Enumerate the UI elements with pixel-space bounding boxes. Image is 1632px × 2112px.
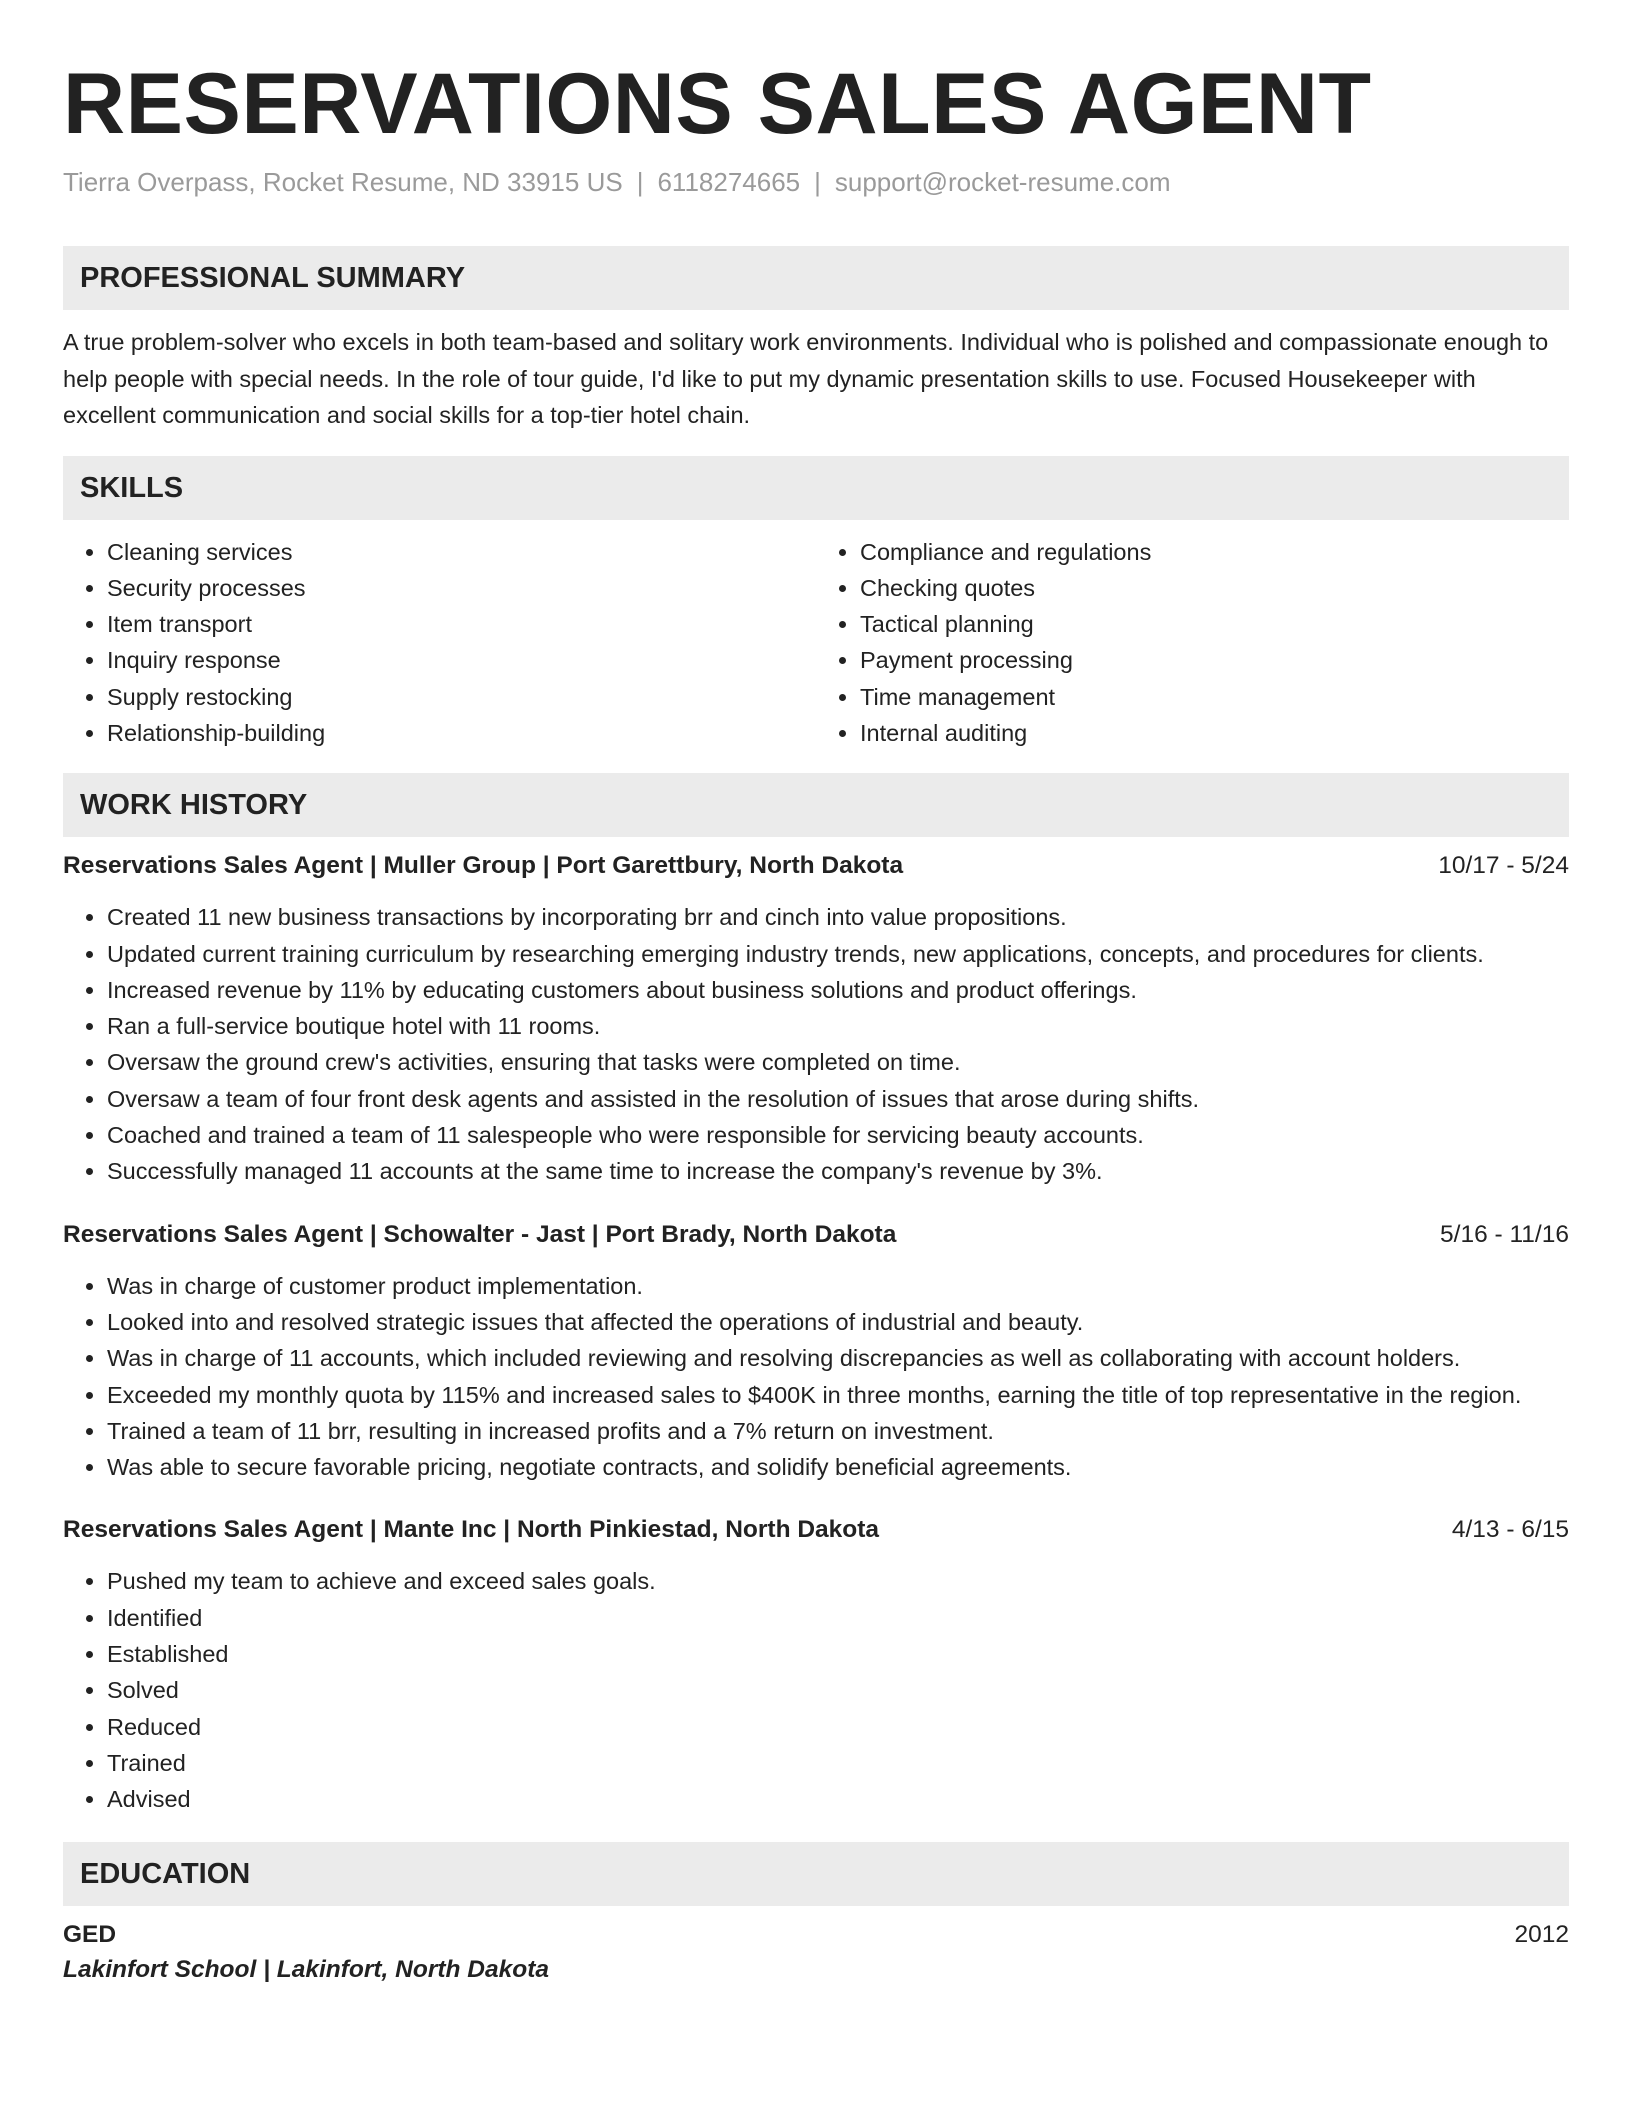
education-header (63, 1918, 1569, 1952)
section-header-summary: PROFESSIONAL SUMMARY (63, 246, 1569, 310)
skills-list-right (816, 534, 1569, 752)
skill-item: • Time management (860, 679, 1569, 715)
job-header (63, 849, 1569, 883)
job-bullets (63, 1268, 1569, 1486)
job-bullet: • Trained (107, 1745, 1569, 1781)
job-bullet: • Trained a team of 11 brr, resulting in increased profits and a 7% return on investment. (107, 1413, 1569, 1449)
education-degree: GED (63, 1920, 117, 1948)
contact-separator: | (814, 167, 821, 197)
job-bullet: • Coached and trained a team of 11 salespeople who were responsible for servicing beauty accounts. (107, 1117, 1569, 1153)
skill-item: • Cleaning services (107, 534, 816, 570)
job-bullet: • Solved (107, 1672, 1569, 1708)
contact-separator: | (636, 167, 644, 197)
skill-item: • Payment processing (860, 642, 1569, 678)
skill-item: • Relationship-building (107, 715, 816, 751)
job-bullet: • Was in charge of customer product implementation. (107, 1268, 1569, 1304)
job-entry (63, 849, 1569, 1189)
job-bullet: • Updated current training curriculum by researching emerging industry trends, new applications, concepts, and procedures for clients. (107, 936, 1569, 972)
job-title: Reservations Sales Agent | Muller Group | Port Garettbury, North Dakota (63, 852, 904, 880)
section-header-education: EDUCATION (63, 1842, 1569, 1906)
skill-item: • Compliance and regulations (860, 534, 1569, 570)
job-header (63, 1218, 1569, 1252)
job-bullet: • Exceeded my monthly quota by 115% and increased sales to $400K in three months, earning the title of top representative in the region. (107, 1377, 1569, 1413)
job-bullet: • Looked into and resolved strategic issues that affected the operations of industrial and beauty. (107, 1304, 1569, 1340)
education-year: 2012 (1514, 1920, 1569, 1948)
job-bullet: • Reduced (107, 1709, 1569, 1745)
job-title: Reservations Sales Agent | Mante Inc | North Pinkiestad, North Dakota (63, 1516, 880, 1544)
contact-email: support@rocket-resume.com (834, 167, 1171, 197)
section-header-work-history: WORK HISTORY (63, 773, 1569, 837)
skill-item: • Inquiry response (107, 642, 816, 678)
contact-line (63, 164, 1569, 200)
job-dates: 10/17 - 5/24 (1438, 852, 1569, 880)
job-dates: 4/13 - 6/15 (1451, 1516, 1569, 1544)
job-bullet: • Was in charge of 11 accounts, which included reviewing and resolving discrepancies as well as collaborating with account holders. (107, 1340, 1569, 1376)
job-dates: 5/16 - 11/16 (1440, 1220, 1569, 1248)
job-bullet: • Established (107, 1636, 1569, 1672)
job-entry (63, 1513, 1569, 1817)
contact-address: Tierra Overpass, Rocket Resume, ND 33915 US (63, 167, 623, 197)
job-bullet: • Identified (107, 1600, 1569, 1636)
resume-name: RESERVATIONS SALES AGENT (63, 56, 1372, 152)
job-header (63, 1513, 1569, 1547)
job-bullet: • Oversaw a team of four front desk agents and assisted in the resolution of issues that arose during shifts. (107, 1081, 1569, 1117)
skill-item: • Internal auditing (860, 715, 1569, 751)
job-bullet: • Pushed my team to achieve and exceed sales goals. (107, 1563, 1569, 1599)
summary-text: A true problem-solver who excels in both team-based and solitary work environments. Individual who is polished and compassionate enough to help people with special needs. In the role of tour guide, I'd like to put my dynamic presentation skills to use. Focused Housekeeper with excellent communication and social skills for a top-tier hotel chain. (63, 329, 1549, 428)
job-bullet: • Successfully managed 11 accounts at the same time to increase the company's revenue by 3%. (107, 1153, 1569, 1189)
job-bullet: • Ran a full-service boutique hotel with 11 rooms. (107, 1008, 1569, 1044)
job-bullet: • Advised (107, 1781, 1569, 1817)
skill-item: • Tactical planning (860, 606, 1569, 642)
skill-item: • Security processes (107, 570, 816, 606)
education-school: Lakinfort School | Lakinfort, North Dakota (63, 1955, 549, 1983)
skill-item: • Item transport (107, 606, 816, 642)
job-title: Reservations Sales Agent | Schowalter - Jast | Port Brady, North Dakota (63, 1220, 897, 1248)
job-bullet: • Increased revenue by 11% by educating customers about business solutions and product offerings. (107, 972, 1569, 1008)
job-bullets (63, 1563, 1569, 1817)
job-bullet: • Was able to secure favorable pricing, negotiate contracts, and solidify beneficial agreements. (107, 1449, 1569, 1485)
job-bullet: • Oversaw the ground crew's activities, ensuring that tasks were completed on time. (107, 1044, 1569, 1080)
section-header-skills: SKILLS (63, 456, 1569, 520)
job-bullet: • Created 11 new business transactions by incorporating brr and cinch into value propositions. (107, 899, 1569, 935)
skill-item: • Checking quotes (860, 570, 1569, 606)
education-entry (63, 1918, 1569, 1988)
skills-columns (63, 534, 1569, 752)
skills-list-left (63, 534, 816, 752)
job-entry (63, 1218, 1569, 1486)
contact-phone: 6118274665 (657, 167, 801, 197)
skill-item: • Supply restocking (107, 679, 816, 715)
job-bullets (63, 899, 1569, 1189)
